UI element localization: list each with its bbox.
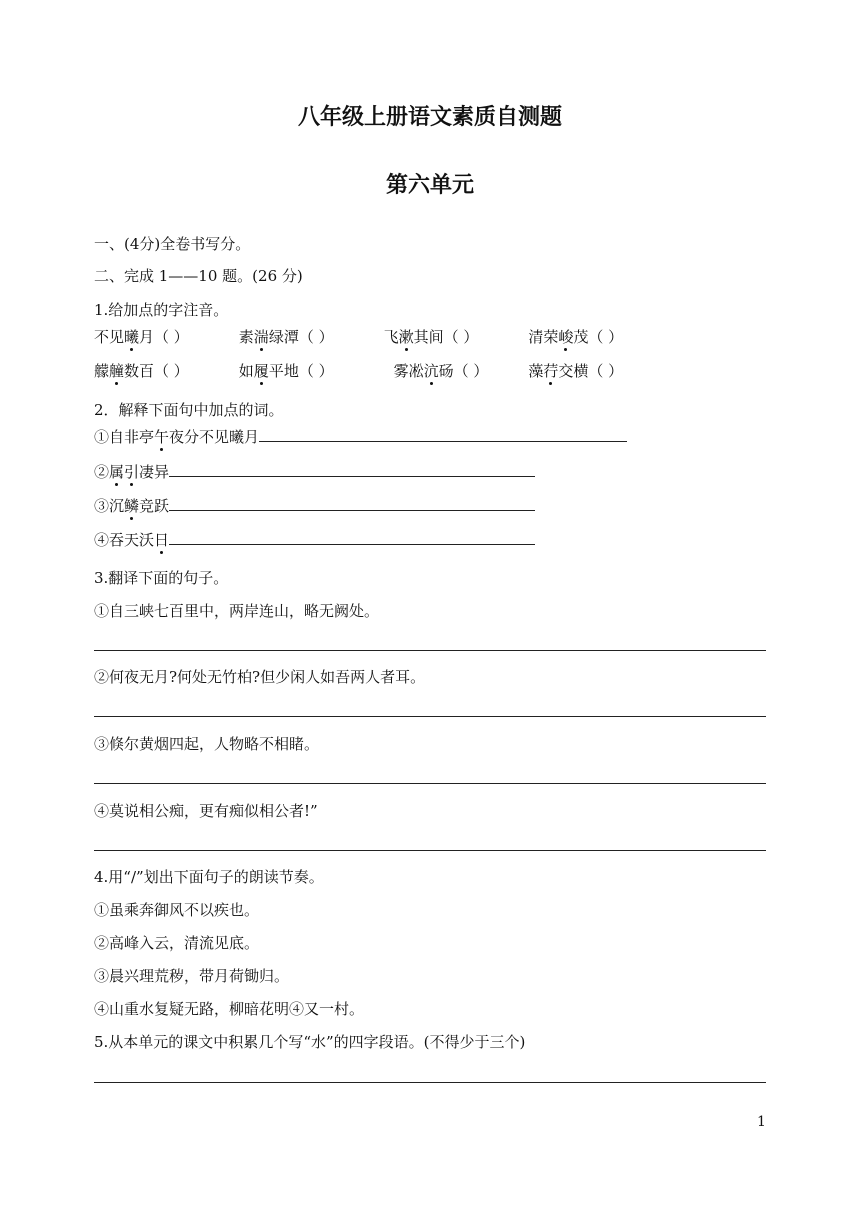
section-two: 二、完成 1——10 题。(26 分) bbox=[94, 267, 303, 285]
q1-item: 飞漱其间（ ） bbox=[383, 328, 479, 346]
q1-prompt: 1.给加点的字注音。 bbox=[94, 301, 229, 319]
q1-item: 雾凇沆砀（ ） bbox=[393, 362, 489, 380]
q3-sentence-1: ①自三峡七百里中，两岸连山，略无阙处。 bbox=[94, 602, 380, 620]
answer-blank[interactable] bbox=[169, 496, 535, 511]
q3-sentence-4: ④莫说相公痴，更有痴似相公者!” bbox=[94, 802, 318, 820]
answer-blank[interactable] bbox=[259, 427, 627, 442]
q4-sentence-3: ③晨兴理荒秽，带月荷锄归。 bbox=[94, 967, 290, 985]
q1-row-1 bbox=[94, 327, 668, 347]
answer-line[interactable] bbox=[94, 650, 766, 651]
q1-item: 藻荇交横（ ） bbox=[528, 362, 624, 380]
q3-sentence-3: ③倏尔黄烟四起，人物略不相睹。 bbox=[94, 735, 320, 753]
answer-line[interactable] bbox=[94, 783, 766, 784]
q1-item: 不见曦月（ ） bbox=[94, 328, 189, 346]
q2-prompt: 2．解释下面句中加点的词。 bbox=[94, 401, 284, 419]
page-number: 1 bbox=[757, 1114, 766, 1130]
q1-item: 清荣峻茂（ ） bbox=[528, 328, 624, 346]
answer-line[interactable] bbox=[94, 1082, 766, 1083]
page-title: 八年级上册语文素质自测题 bbox=[297, 105, 562, 130]
q4-sentence-2: ②高峰入云，清流见底。 bbox=[94, 934, 260, 952]
q2-item-1: ①自非亭午夜分不见曦月 bbox=[94, 427, 627, 447]
q5-prompt: 5.从本单元的课文中积累几个写“水”的四字段语。(不得少于三个) bbox=[94, 1033, 526, 1051]
q4-prompt: 4.用“/”划出下面句子的朗读节奏。 bbox=[94, 868, 324, 886]
answer-blank[interactable] bbox=[169, 530, 535, 545]
q1-row-2 bbox=[94, 361, 668, 381]
q2-item-2: ②属引凄异 bbox=[94, 462, 535, 482]
answer-line[interactable] bbox=[94, 850, 766, 851]
unit-subtitle: 第六单元 bbox=[385, 173, 474, 198]
q3-prompt: 3.翻译下面的句子。 bbox=[94, 569, 229, 587]
answer-line[interactable] bbox=[94, 716, 766, 717]
answer-blank[interactable] bbox=[169, 462, 535, 477]
q1-item: 素湍绿潭（ ） bbox=[238, 328, 334, 346]
section-one: 一、(4分)全卷书写分。 bbox=[94, 235, 251, 253]
q3-sentence-2: ②何夜无月?何处无竹柏?但少闲人如吾两人者耳。 bbox=[94, 668, 426, 686]
q4-sentence-1: ①虽乘奔御风不以疾也。 bbox=[94, 901, 260, 919]
q1-item: 艨艟数百（ ） bbox=[94, 362, 189, 380]
q4-sentence-4: ④山重水复疑无路，柳暗花明④又一村。 bbox=[94, 1000, 365, 1018]
q2-item-4: ④吞天沃日 bbox=[94, 530, 535, 550]
q2-item-3: ③沉鳞竞跃 bbox=[94, 496, 535, 516]
q1-item: 如履平地（ ） bbox=[238, 362, 334, 380]
